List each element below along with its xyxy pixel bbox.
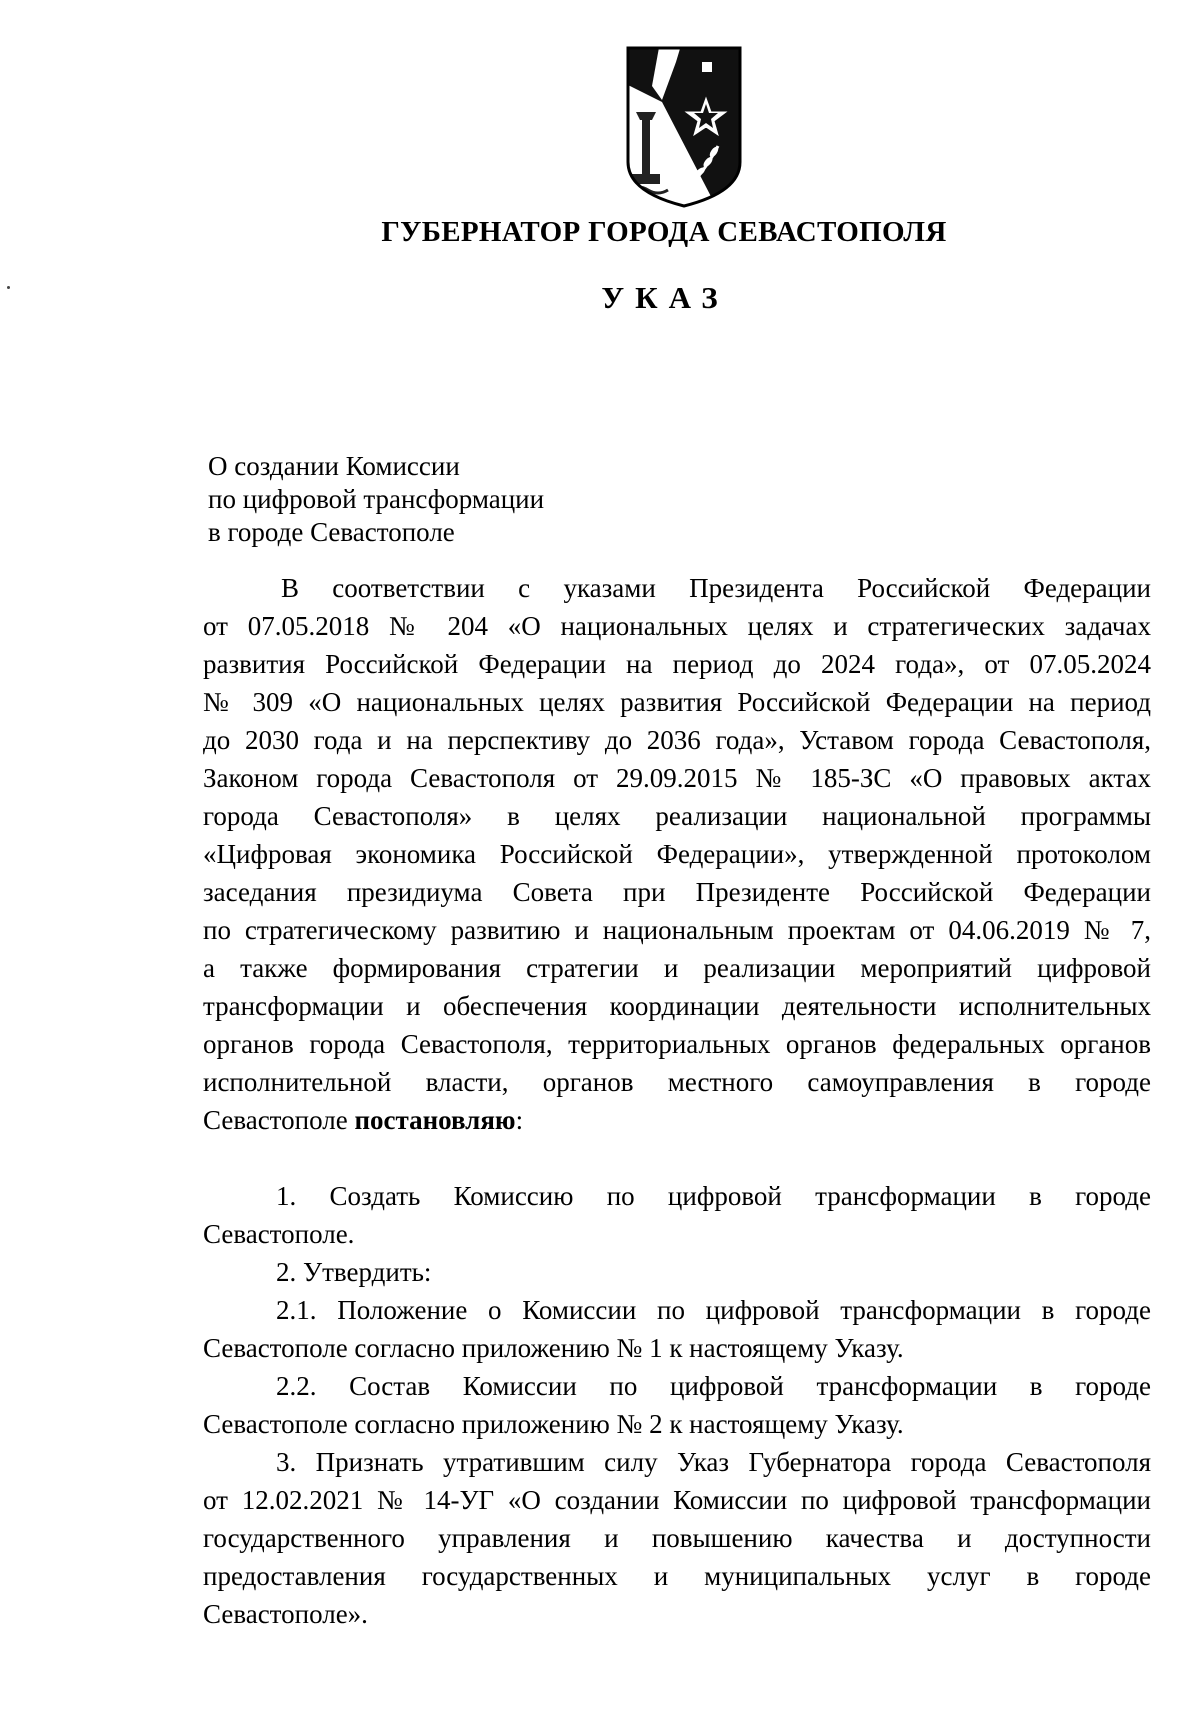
decree-subject: [208, 450, 808, 549]
preamble-line: города Севастополя» в целях реализации национальной программы: [203, 801, 1151, 831]
item-3-line: 3. Признать утратившим силу Указ Губернатора города Севастополя: [276, 1447, 1151, 1477]
item-1-line: 1. Создать Комиссию по цифровой трансформации в городе: [276, 1181, 1151, 1211]
subject-line: О создании Комиссии: [208, 451, 460, 481]
preamble-line: трансформации и обеспечения координации деятельности исполнительных: [203, 991, 1151, 1021]
preamble-line: а также формирования стратегии и реализации мероприятий цифровой: [203, 953, 1151, 983]
item-2-2-line: 2.2. Состав Комиссии по цифровой трансформации в городе: [276, 1371, 1151, 1401]
preamble-line: органов города Севастополя, территориальных органов федеральных органов: [203, 1029, 1151, 1059]
item-2-1-line: 2.1. Положение о Комиссии по цифровой трансформации в городе: [276, 1295, 1151, 1325]
preamble-line: № 309 «О национальных целях развития Российской Федерации на период: [203, 687, 1151, 717]
preamble-line: В соответствии с указами Президента Российской Федерации: [281, 573, 1151, 603]
preamble-line: развития Российской Федерации на период до 2024 года», от 07.05.2024: [203, 649, 1151, 679]
preamble-line: до 2030 года и на перспективу до 2036 года», Уставом города Севастополя,: [203, 725, 1151, 755]
preamble-line: Законом города Севастополя от 29.09.2015 № 185-ЗС «О правовых актах: [203, 763, 1151, 793]
item-3-line: предоставления государственных и муниципальных услуг в городе: [203, 1561, 1151, 1591]
preamble-line: «Цифровая экономика Российской Федерации», утвержденной протоколом: [203, 839, 1151, 869]
coat-of-arms-icon: [622, 42, 746, 210]
decree-colon: :: [515, 1105, 524, 1135]
issuer-title: ГУБЕРНАТОР ГОРОДА СЕВАСТОПОЛЯ: [381, 216, 947, 248]
item-1-line: Севастополе.: [203, 1219, 355, 1249]
decree-word: постановляю: [354, 1105, 516, 1135]
item-2-line: 2. Утвердить:: [276, 1257, 432, 1287]
paragraph-gap: [203, 1139, 1151, 1177]
decree-body: [203, 569, 1151, 1633]
subject-line: по цифровой трансформации: [208, 484, 545, 514]
preamble-line: от 07.05.2018 № 204 «О национальных целях и стратегических задачах: [203, 611, 1151, 641]
preamble-closing-text: Севастополе: [203, 1105, 355, 1135]
item-2-1-line: Севастополе согласно приложению № 1 к настоящему Указу.: [203, 1333, 904, 1363]
subject-line: в городе Севастополе: [208, 517, 455, 547]
item-3-line: от 12.02.2021 № 14-УГ «О создании Комиссии по цифровой трансформации: [203, 1485, 1151, 1515]
preamble-line: по стратегическому развитию и национальным проектам от 04.06.2019 № 7,: [203, 915, 1151, 945]
item-3-line: Севастополе».: [203, 1599, 368, 1629]
preamble-closing-line: [203, 1101, 1151, 1139]
item-2-2-line: Севастополе согласно приложению № 2 к настоящему Указу.: [203, 1409, 904, 1439]
item-3-line: государственного управления и повышению качества и доступности: [203, 1523, 1151, 1553]
preamble-line: заседания президиума Совета при Президенте Российской Федерации: [203, 877, 1151, 907]
preamble-line: исполнительной власти, органов местного самоуправления в городе: [203, 1067, 1151, 1097]
document-type: УКАЗ: [601, 280, 729, 315]
